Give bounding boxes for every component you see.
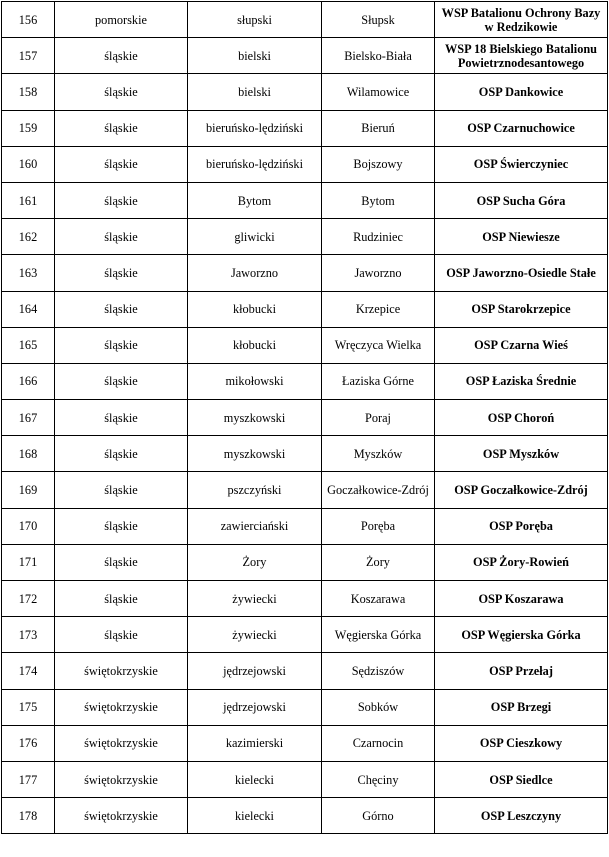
cell-municipality: Bielsko-Biała [322, 38, 435, 74]
cell-unit: OSP Jaworzno-Osiedle Stałe [435, 255, 608, 291]
cell-county: jędrzejowski [188, 689, 322, 725]
cell-municipality: Żory [322, 544, 435, 580]
cell-unit: OSP Świerczyniec [435, 146, 608, 182]
table-row [2, 363, 608, 399]
cell-municipality: Wręczyca Wielka [322, 327, 435, 363]
cell-number: 173 [2, 617, 55, 653]
cell-county: kielecki [188, 761, 322, 797]
cell-unit: OSP Czarnuchowice [435, 110, 608, 146]
table-row [2, 110, 608, 146]
cell-number: 162 [2, 219, 55, 255]
cell-voivodeship: śląskie [55, 74, 188, 110]
cell-municipality: Poraj [322, 400, 435, 436]
cell-unit: OSP Niewiesze [435, 219, 608, 255]
cell-municipality: Wilamowice [322, 74, 435, 110]
cell-number: 177 [2, 761, 55, 797]
cell-municipality: Myszków [322, 436, 435, 472]
cell-voivodeship: śląskie [55, 219, 188, 255]
cell-county: gliwicki [188, 219, 322, 255]
cell-unit: OSP Myszków [435, 436, 608, 472]
table-row [2, 653, 608, 689]
cell-unit: OSP Starokrzepice [435, 291, 608, 327]
cell-voivodeship: śląskie [55, 400, 188, 436]
cell-municipality: Goczałkowice-Zdrój [322, 472, 435, 508]
cell-municipality: Sędziszów [322, 653, 435, 689]
cell-voivodeship: świętokrzyskie [55, 798, 188, 834]
cell-county: mikołowski [188, 363, 322, 399]
cell-voivodeship: śląskie [55, 38, 188, 74]
table-row [2, 472, 608, 508]
table-row [2, 544, 608, 580]
cell-county: Żory [188, 544, 322, 580]
table-row [2, 725, 608, 761]
cell-voivodeship: śląskie [55, 327, 188, 363]
cell-county: myszkowski [188, 400, 322, 436]
cell-number: 161 [2, 182, 55, 218]
cell-number: 178 [2, 798, 55, 834]
cell-municipality: Bieruń [322, 110, 435, 146]
cell-unit: OSP Sucha Góra [435, 182, 608, 218]
cell-county: jędrzejowski [188, 653, 322, 689]
cell-municipality: Bojszowy [322, 146, 435, 182]
table-row [2, 689, 608, 725]
cell-unit: OSP Łaziska Średnie [435, 363, 608, 399]
cell-voivodeship: śląskie [55, 617, 188, 653]
cell-voivodeship: śląskie [55, 146, 188, 182]
cell-municipality: Chęciny [322, 761, 435, 797]
cell-municipality: Sobków [322, 689, 435, 725]
cell-unit: OSP Brzegi [435, 689, 608, 725]
cell-number: 164 [2, 291, 55, 327]
cell-unit: WSP Batalionu Ochrony Bazy w Redzikowie [435, 2, 608, 38]
cell-unit: OSP Siedlce [435, 761, 608, 797]
cell-unit: OSP Goczałkowice-Zdrój [435, 472, 608, 508]
cell-voivodeship: śląskie [55, 544, 188, 580]
cell-voivodeship: śląskie [55, 255, 188, 291]
table-row [2, 617, 608, 653]
table-row [2, 291, 608, 327]
cell-unit: OSP Żory-Rowień [435, 544, 608, 580]
cell-number: 168 [2, 436, 55, 472]
table-row [2, 508, 608, 544]
cell-voivodeship: śląskie [55, 363, 188, 399]
cell-voivodeship: pomorskie [55, 2, 188, 38]
cell-municipality: Koszarawa [322, 581, 435, 617]
table-row [2, 74, 608, 110]
cell-number: 160 [2, 146, 55, 182]
cell-county: bieruńsko-lędziński [188, 110, 322, 146]
cell-unit: OSP Dankowice [435, 74, 608, 110]
cell-voivodeship: świętokrzyskie [55, 653, 188, 689]
cell-voivodeship: śląskie [55, 182, 188, 218]
cell-number: 158 [2, 74, 55, 110]
table-body [2, 2, 608, 834]
cell-number: 163 [2, 255, 55, 291]
cell-unit: OSP Poręba [435, 508, 608, 544]
cell-county: kazimierski [188, 725, 322, 761]
cell-number: 171 [2, 544, 55, 580]
cell-county: bielski [188, 38, 322, 74]
cell-county: bielski [188, 74, 322, 110]
cell-county: Jaworzno [188, 255, 322, 291]
cell-number: 156 [2, 2, 55, 38]
table-row [2, 761, 608, 797]
cell-municipality: Jaworzno [322, 255, 435, 291]
cell-county: zawierciański [188, 508, 322, 544]
cell-voivodeship: śląskie [55, 110, 188, 146]
table-row [2, 400, 608, 436]
cell-voivodeship: śląskie [55, 508, 188, 544]
cell-unit: OSP Czarna Wieś [435, 327, 608, 363]
cell-county: pszczyński [188, 472, 322, 508]
cell-unit: OSP Przełaj [435, 653, 608, 689]
cell-unit: OSP Cieszkowy [435, 725, 608, 761]
cell-county: kielecki [188, 798, 322, 834]
cell-number: 157 [2, 38, 55, 74]
cell-unit: WSP 18 Bielskiego Batalionu Powietrznodesantowego [435, 38, 608, 74]
cell-municipality: Rudziniec [322, 219, 435, 255]
cell-unit: OSP Koszarawa [435, 581, 608, 617]
cell-number: 174 [2, 653, 55, 689]
cell-municipality: Węgierska Górka [322, 617, 435, 653]
table-row [2, 38, 608, 74]
cell-number: 176 [2, 725, 55, 761]
cell-county: żywiecki [188, 617, 322, 653]
cell-voivodeship: śląskie [55, 472, 188, 508]
cell-municipality: Poręba [322, 508, 435, 544]
cell-county: kłobucki [188, 291, 322, 327]
cell-voivodeship: świętokrzyskie [55, 761, 188, 797]
cell-unit: OSP Choroń [435, 400, 608, 436]
cell-municipality: Łaziska Górne [322, 363, 435, 399]
cell-number: 166 [2, 363, 55, 399]
cell-number: 170 [2, 508, 55, 544]
cell-voivodeship: śląskie [55, 436, 188, 472]
cell-unit: OSP Węgierska Górka [435, 617, 608, 653]
cell-number: 159 [2, 110, 55, 146]
cell-number: 175 [2, 689, 55, 725]
table-row [2, 146, 608, 182]
cell-number: 169 [2, 472, 55, 508]
cell-municipality: Słupsk [322, 2, 435, 38]
cell-voivodeship: śląskie [55, 291, 188, 327]
cell-municipality: Bytom [322, 182, 435, 218]
table-row [2, 182, 608, 218]
table-row [2, 255, 608, 291]
cell-municipality: Krzepice [322, 291, 435, 327]
cell-county: bieruńsko-lędziński [188, 146, 322, 182]
table-row [2, 581, 608, 617]
table-row [2, 327, 608, 363]
cell-unit: OSP Leszczyny [435, 798, 608, 834]
table-row [2, 2, 608, 38]
cell-number: 172 [2, 581, 55, 617]
cell-county: myszkowski [188, 436, 322, 472]
table-row [2, 436, 608, 472]
cell-voivodeship: świętokrzyskie [55, 689, 188, 725]
cell-number: 167 [2, 400, 55, 436]
cell-county: żywiecki [188, 581, 322, 617]
cell-county: Bytom [188, 182, 322, 218]
cell-voivodeship: świętokrzyskie [55, 725, 188, 761]
cell-county: słupski [188, 2, 322, 38]
cell-municipality: Górno [322, 798, 435, 834]
units-table [1, 1, 608, 834]
table-row [2, 798, 608, 834]
cell-number: 165 [2, 327, 55, 363]
cell-county: kłobucki [188, 327, 322, 363]
cell-voivodeship: śląskie [55, 581, 188, 617]
cell-municipality: Czarnocin [322, 725, 435, 761]
table-row [2, 219, 608, 255]
